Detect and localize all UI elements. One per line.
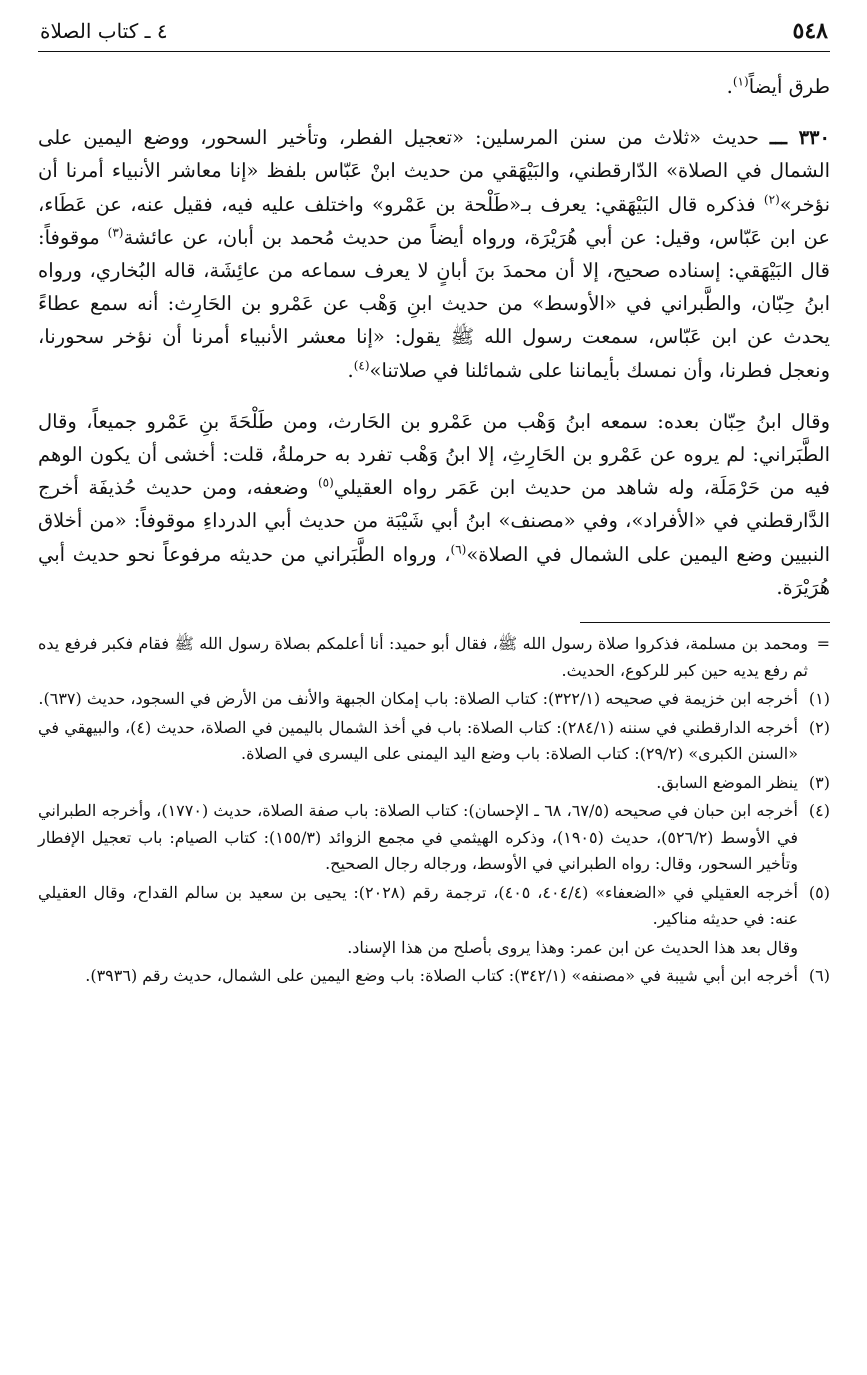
footnote-2: (٢) أخرجه الدارقطني في سننه (٢٨٤/١): كتاب الصلاة: باب في أخذ الشمال باليمين في الصلاة، حديث (٤)، والبيهقي في «السنن الكبرى» (٢٩/٢): كتاب الصلاة: باب وضع اليد اليمنى على اليسرى في الصلاة. <box>38 717 830 764</box>
running-title: ٤ ـ كتاب الصلاة <box>40 19 168 43</box>
paragraph-hadith-330: ٣٣٠ ـــ حديث «ثلاث من سنن المرسلين: «تعجيل الفطر، وتأخير السحور، ووضع اليمين على الشمال في الصلاة» الدّارقطني، والبَيْهَقي من حديث ابنْ عَبّاس بلفظ «إنا معاشر الأنبياء أمرنا أن نؤخر»$^{(٢)}$ فذكره قال البَيْهَقي: يعرف بـ«طَلْحة بن عَمْرو» واختلف عليه فيه، فقيل عنه، عن عَطَاء، عن ابن عَبّاس، وقيل: عن أبي هُرَيْرَة، ورواه أيضاً من حديث مُحمد بن أبان، عن عائشة$^{(٣)}$ موقوفاً: قال البَيْهَقي: إسناده صحيح، إلا أن محمدَ بنَ أبانٍ لا يعرف سماعه من عائِشَة، قاله البُخاري، ورواه ابنُ حِبّان، والطَّبراني في «الأوسط» من حديث ابنِ وَهْب عن عَمْرو بن الحَارِث: أنه سمع عطاءً يحدث عن ابن عَبّاس، سمعت رسول الله ﷺ يقول: «إنا معشر الأنبياء أمرنا أن نؤخر سحورنا، ونعجل فطرنا، وأن نمسك بأيماننا على شمائلنا في صلاتنا»$^{(٤)}$. <box>38 126 830 382</box>
footnote-ref-3[interactable]: (٣) <box>107 225 124 240</box>
footnote-ref-4[interactable]: (٤) <box>353 358 370 373</box>
book-page <box>38 18 830 1358</box>
footnote-ref-5[interactable]: (٥) <box>317 475 334 490</box>
footnote-continued: = ومحمد بن مسلمة، فذكروا صلاة رسول الله ﷺ، فقال أبو حميد: أنا أعلمكم بصلاة رسول الله ﷺ فقام فكبر فرفع يده ثم رفع يديه حين كبر للركوع، الحديث. <box>38 634 830 680</box>
footnote-ref-1[interactable]: (١) <box>732 74 749 89</box>
footnote-3: (٣) ينظر الموضع السابق. <box>656 772 830 792</box>
paragraph-commentary: وقال ابنُ حِبّان بعده: سمعه ابنُ وَهْب من عَمْرو بن الحَارث، ومن طَلْحَةَ بنِ عَمْرو جميعاً، وقال الطَّبَراني: لم يروه عن عَمْرو بن الحَارِثِ، إلا ابنُ وَهْب تفرد به حرملةُ، قلت: أخشى أن يكون الوهم فيه من حَرْمَلَة، وله شاهد من حديث ابن عَمَر رواه العقيلي$^{(٥)}$ وضعفه، ومن حديث حُذيفَة أخرج الدَّارقطني في «الأفراد»، وفي «مصنف» ابنُ أبي شَيْبَة من حديث أبي الدرداءِ موقوفاً: «من أخلاق النبيين وضع اليمين على الشمال في الصلاة»$^{(٦)}$، ورواه الطَّبَراني من حديثه مرفوعاً نحو حديث أبي هُرَيْرَة. <box>38 409 831 599</box>
footnote-4: (٤) أخرجه ابن حبان في صحيحه (٦٧/٥، ٦٨ ـ الإحسان): كتاب الصلاة: باب صفة الصلاة، حديث (١٧٧٠)، وأخرجه الطبراني في الأوسط (٥٢٦/٢)، حديث (١٩٠٥)، وذكره الهيثمي في مجمع الزوائد (١٥٥/٣): كتاب الصيام: باب تعجيل الإفطار وتأخير السحور، وقال: رواه الطبراني في الأوسط، ورجاله رجال الصحيح. <box>38 801 830 874</box>
footnotes <box>38 631 830 990</box>
footnote-6: (٦) أخرجه ابن أبي شيبة في «مصنفه» (٣٤٢/١): كتاب الصلاة: باب وضع اليمين على الشمال، حديث رقم (٣٩٣٦). <box>85 966 830 986</box>
footnote-ref-6[interactable]: (٦) <box>450 542 467 557</box>
page-header <box>38 18 830 52</box>
footnote-1: (١) أخرجه ابن خزيمة في صحيحه (٣٢٢/١): كتاب الصلاة: باب إمكان الجبهة والأنف من الأرض في السجود، حديث (٦٣٧). <box>38 689 830 709</box>
footnote-5: (٥) أخرجه العقيلي في «الضعفاء» (٤٠٤/٤، ٤٠٥)، ترجمة رقم (٢٠٢٨): يحيى بن سعيد بن سالم القداح، وقال العقيلي عنه: في حديثه مناكير. <box>38 882 830 929</box>
page-number: ٥٤٨ <box>792 18 828 44</box>
footnote-ref-2[interactable]: (٢) <box>763 192 780 207</box>
footnote-divider <box>580 622 830 623</box>
paragraph-intro: طرق أيضاً$^{(١)}$. <box>726 74 830 98</box>
main-text <box>38 70 830 604</box>
footnote-5-continuation: وقال بعد هذا الحديث عن ابن عمر: وهذا يروى بأصلح من هذا الإسناد. <box>347 937 798 957</box>
hadith-number: ٣٣٠ ـــ <box>769 126 830 150</box>
